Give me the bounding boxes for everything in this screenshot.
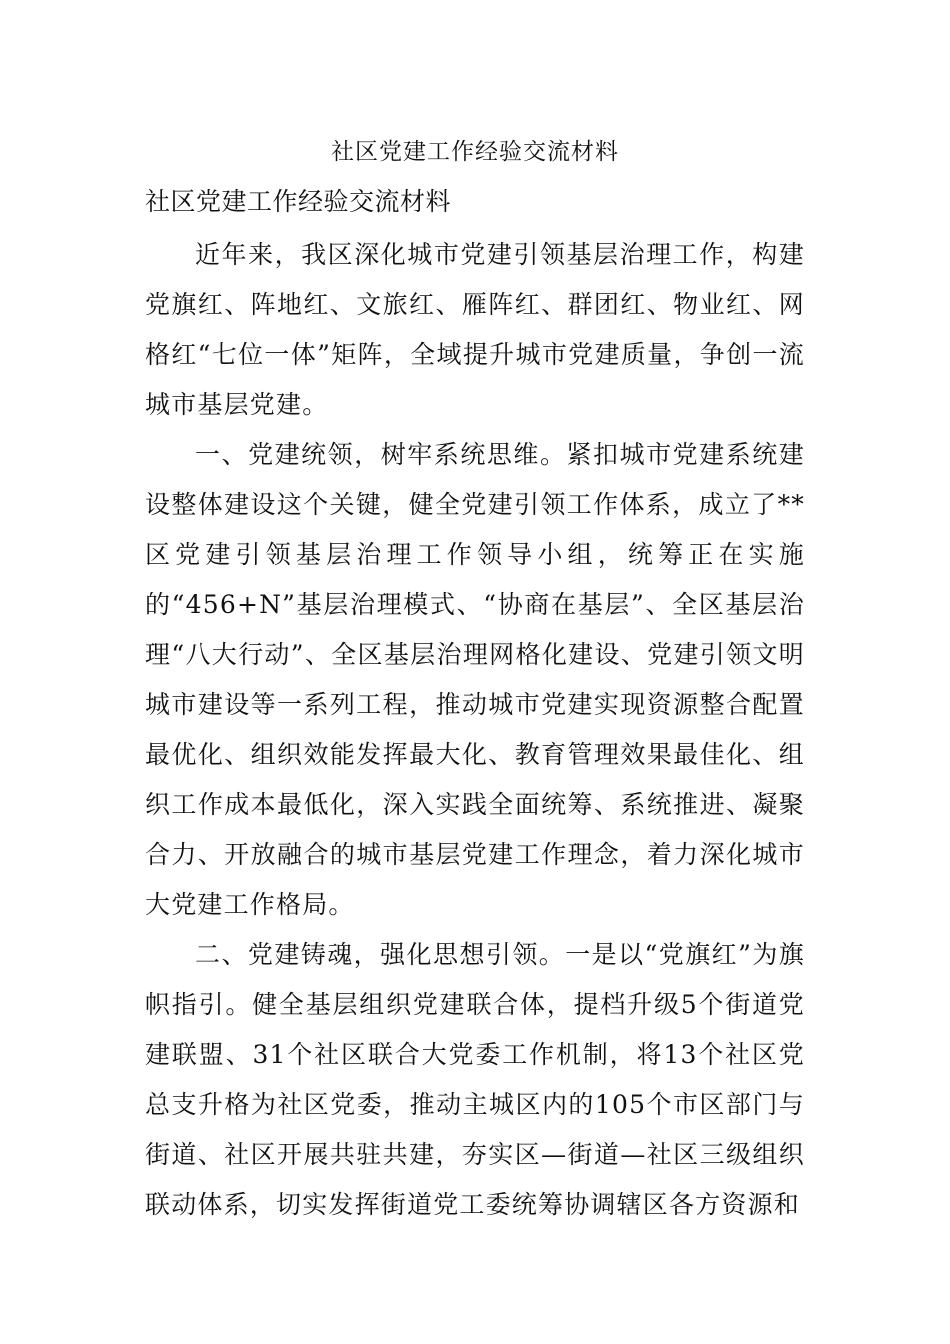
paragraph-section-one: 一、党建统领，树牢系统思维。紧扣城市党建系统建设整体建设这个关键，健全党建引领工作体系，成立了**区党建引领基层治理工作领导小组，统筹正在实施的“456+N”基层治理模式、“协商在基层”、全区基层治理“八大行动”、全区基层治理网格化建设、党建引领文明城市建设等一系列工程，推动城市党建实现资源整合配置最优化、组织效能发挥最大化、教育管理效果最佳化、组织工作成本最低化，深入实践全面统筹、系统推进、凝聚合力、开放融合的城市基层党建工作理念，着力深化城市大党建工作格局。 <box>145 440 805 919</box>
document-subtitle: 社区党建工作经验交流材料 <box>145 187 452 216</box>
paragraph-intro: 近年来，我区深化城市党建引领基层治理工作，构建党旗红、阵地红、文旅红、雁阵红、群团红、物业红、网格红“七位一体”矩阵，全域提升城市党建质量，争创一流城市基层党建。 <box>145 240 805 419</box>
document-title: 社区党建工作经验交流材料 <box>331 139 619 165</box>
paragraph-section-two: 二、党建铸魂，强化思想引领。一是以“党旗红”为旗帜指引。健全基层组织党建联合体，提档升级5个街道党建联盟、31个社区联合大党委工作机制，将13个社区党总支升格为社区党委，推动主城区内的105个市区部门与街道、社区开展共驻共建，夯实区—街道—社区三级组织联动体系，切实发挥街道党工委统筹协调辖区各方资源和 <box>145 940 805 1219</box>
document-body <box>145 230 805 1230</box>
